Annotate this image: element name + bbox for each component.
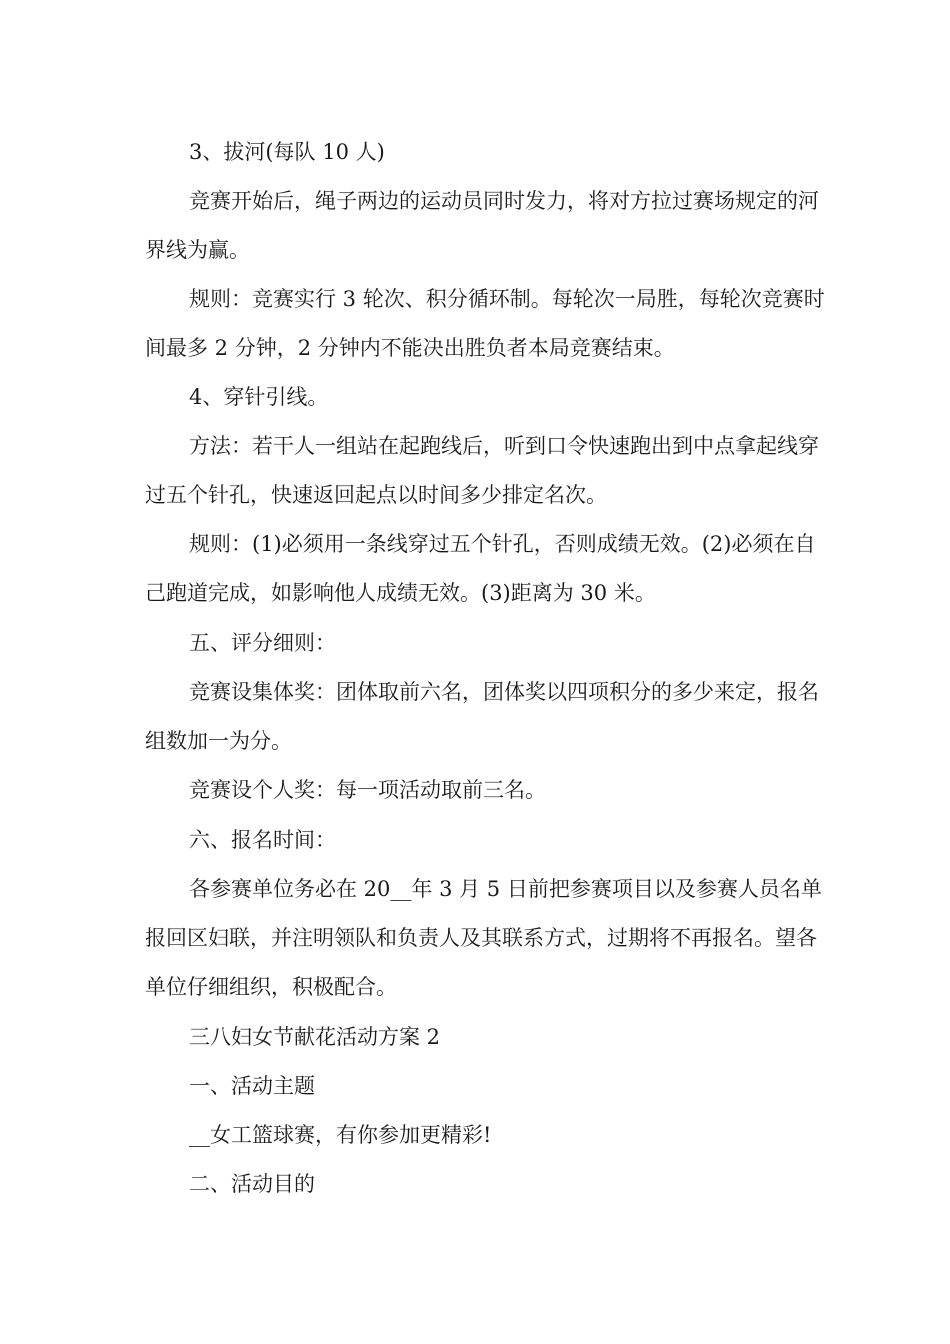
paragraph-theme-text: __女工篮球赛，有你参加更精彩! <box>189 1123 492 1147</box>
paragraph-threading-heading: 4、穿针引线。 <box>189 385 329 409</box>
paragraph-tug-of-war-description: 竞赛开始后，绳子两边的运动员同时发力，将对方拉过赛场规定的河界线为赢。 <box>145 189 819 262</box>
paragraph-registration-heading: 六、报名时间： <box>189 828 336 852</box>
paragraph-scoring-heading: 五、评分细则： <box>189 631 336 655</box>
paragraph-tug-of-war-heading: 3、拔河(每队 10 人) <box>189 140 385 164</box>
paragraph-registration-details: 各参赛单位务必在 20__年 3 月 5 日前把参赛项目以及参赛人员名单报回区妇联，并注明领队和负责人及其联系方式，过期将不再报名。望各单位仔细组织，积极配合。 <box>145 877 822 999</box>
paragraph-group-award: 竞赛设集体奖：团体取前六名，团体奖以四项积分的多少来定，报名组数加一为分。 <box>145 680 819 753</box>
paragraph-plan-2-title: 三八妇女节献花活动方案 2 <box>189 1025 441 1049</box>
paragraph-threading-method: 方法：若干人一组站在起跑线后，听到口令快速跑出到中点拿起线穿过五个针孔，快速返回起点以时间多少排定名次。 <box>145 434 819 507</box>
paragraph-purpose-heading: 二、活动目的 <box>189 1172 315 1196</box>
paragraph-theme-heading: 一、活动主题 <box>189 1074 315 1098</box>
paragraph-tug-of-war-rules: 规则：竞赛实行 3 轮次、积分循环制。每轮次一局胜，每轮次竞赛时间最多 2 分钟，2 分钟内不能决出胜负者本局竞赛结束。 <box>145 287 825 360</box>
paragraph-individual-award: 竞赛设个人奖：每一项活动取前三名。 <box>189 778 546 802</box>
paragraph-threading-rules: 规则：(1)必须用一条线穿过五个针孔，否则成绩无效。(2)必须在自己跑道完成，如影响他人成绩无效。(3)距离为 30 米。 <box>145 532 816 605</box>
